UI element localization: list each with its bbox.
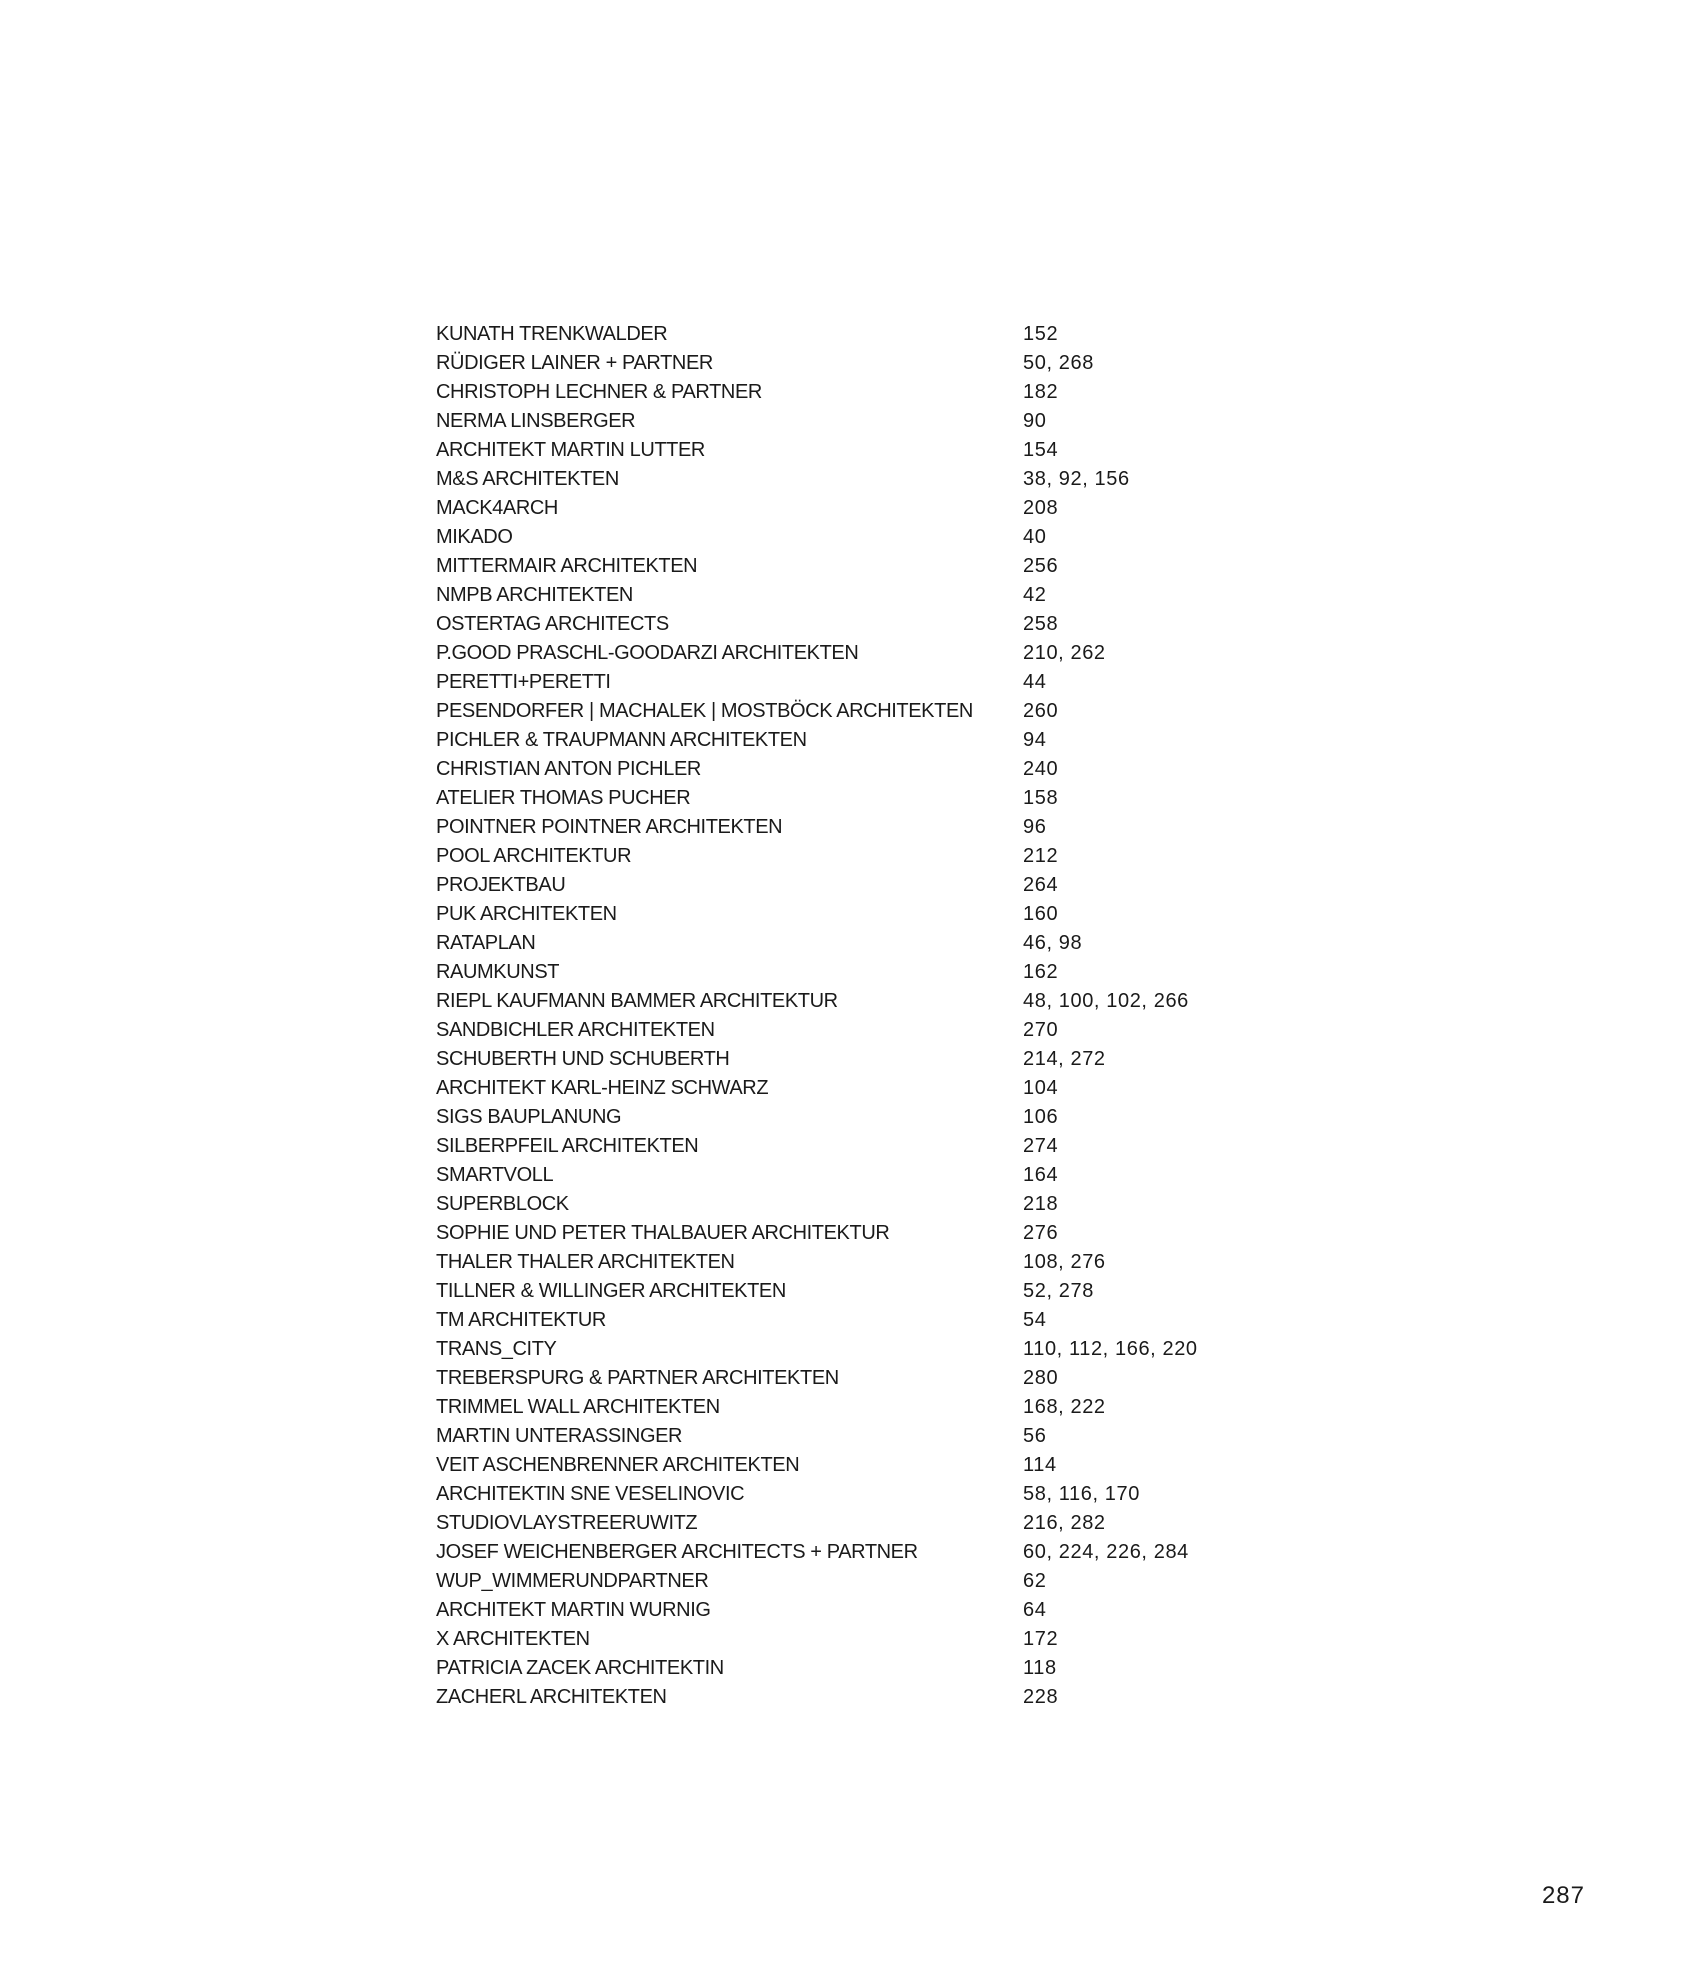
- index-entry-name: SIGS BAUPLANUNG: [436, 1106, 622, 1128]
- index-entry-pages: 110, 112, 166, 220: [1023, 1338, 1198, 1360]
- index-entry-pages: 280: [1023, 1367, 1059, 1389]
- index-entry: [436, 1335, 1336, 1364]
- index-entry-name: RAUMKUNST: [436, 961, 560, 983]
- index-entry-pages: 44: [1023, 671, 1047, 693]
- index-entry-pages: 118: [1023, 1657, 1057, 1679]
- index-entry-name: PROJEKTBAU: [436, 874, 566, 896]
- index-entry-pages: 62: [1023, 1570, 1047, 1592]
- index-entry-pages: 64: [1023, 1599, 1047, 1621]
- index-entry-pages: 114: [1023, 1454, 1057, 1476]
- index-entry: [436, 1393, 1336, 1422]
- index-entry-name: RÜDIGER LAINER + PARTNER: [436, 352, 713, 374]
- index-entry-name: SCHUBERTH UND SCHUBERTH: [436, 1048, 730, 1070]
- index-entry-pages: 94: [1023, 729, 1047, 751]
- index-entry-name: VEIT ASCHENBRENNER ARCHITEKTEN: [436, 1454, 800, 1476]
- index-entry-name: SANDBICHLER ARCHITEKTEN: [436, 1019, 715, 1041]
- index-entry-name: RIEPL KAUFMANN BAMMER ARCHITEKTUR: [436, 990, 838, 1012]
- index-entry-pages: 108, 276: [1023, 1251, 1106, 1273]
- index-entry: [436, 1219, 1336, 1248]
- index-entry-name: PATRICIA ZACEK ARCHITEKTIN: [436, 1657, 724, 1679]
- index-entry-pages: 50, 268: [1023, 352, 1094, 374]
- index-entry-name: PUK ARCHITEKTEN: [436, 903, 617, 925]
- index-entry: [436, 465, 1336, 494]
- index-entry: [436, 349, 1336, 378]
- index-entry-pages: 218: [1023, 1193, 1059, 1215]
- index-entry-name: ZACHERL ARCHITEKTEN: [436, 1686, 667, 1708]
- index-entry-pages: 104: [1023, 1077, 1059, 1099]
- index-entry: [436, 668, 1336, 697]
- index-entry: [436, 407, 1336, 436]
- index-entry-name: X ARCHITEKTEN: [436, 1628, 590, 1650]
- index-entry: [436, 1625, 1336, 1654]
- index-entry: [436, 1045, 1336, 1074]
- index-entry: [436, 726, 1336, 755]
- index-entry-pages: 256: [1023, 555, 1059, 577]
- index-entry-name: PERETTI+PERETTI: [436, 671, 611, 693]
- index-entry: [436, 320, 1336, 349]
- index-entry-pages: 52, 278: [1023, 1280, 1094, 1302]
- index-entry-name: ARCHITEKT KARL-HEINZ SCHWARZ: [436, 1077, 769, 1099]
- index-entry: [436, 1074, 1336, 1103]
- index-entry-pages: 158: [1023, 787, 1059, 809]
- index-entry-name: TREBERSPURG & PARTNER ARCHITEKTEN: [436, 1367, 839, 1389]
- index-entry-name: NERMA LINSBERGER: [436, 410, 636, 432]
- index-entry-pages: 152: [1023, 323, 1059, 345]
- index-entry: [436, 1161, 1336, 1190]
- index-entry-pages: 58, 116, 170: [1023, 1483, 1140, 1505]
- index-entry-name: WUP_WIMMERUNDPARTNER: [436, 1570, 709, 1592]
- index-entry-name: PESENDORFER | MACHALEK | MOSTBÖCK ARCHITEKTEN: [436, 700, 973, 722]
- index-entry: [436, 581, 1336, 610]
- index-entry-pages: 54: [1023, 1309, 1047, 1331]
- index-entry-pages: 60, 224, 226, 284: [1023, 1541, 1189, 1563]
- page-number: 287: [1541, 1882, 1585, 1909]
- index-entry-pages: 208: [1023, 497, 1059, 519]
- index-entry: [436, 1567, 1336, 1596]
- index-entry-pages: 276: [1023, 1222, 1059, 1244]
- index-entry: [436, 1364, 1336, 1393]
- index-entry: [436, 929, 1336, 958]
- index-entry-name: THALER THALER ARCHITEKTEN: [436, 1251, 735, 1273]
- index-entry: [436, 639, 1336, 668]
- index-entry: [436, 378, 1336, 407]
- index-entry-name: MACK4ARCH: [436, 497, 558, 519]
- index-entry: [436, 987, 1336, 1016]
- index-entry-name: TRIMMEL WALL ARCHITEKTEN: [436, 1396, 720, 1418]
- index-entry: [436, 1422, 1336, 1451]
- index-entry: [436, 610, 1336, 639]
- index-entry-name: POINTNER POINTNER ARCHITEKTEN: [436, 816, 783, 838]
- index-entry-name: ATELIER THOMAS PUCHER: [436, 787, 691, 809]
- index-entry-pages: 216, 282: [1023, 1512, 1106, 1534]
- index-entry: [436, 1132, 1336, 1161]
- index-entry-pages: 160: [1023, 903, 1059, 925]
- index-entry-name: SUPERBLOCK: [436, 1193, 569, 1215]
- index-entry: [436, 1306, 1336, 1335]
- index-entry-name: ARCHITEKTIN SNE VESELINOVIC: [436, 1483, 745, 1505]
- index-entry-name: TILLNER & WILLINGER ARCHITEKTEN: [436, 1280, 786, 1302]
- index-entry-pages: 260: [1023, 700, 1059, 722]
- index-entry-pages: 164: [1023, 1164, 1059, 1186]
- index-entry: [436, 755, 1336, 784]
- index-entry-pages: 96: [1023, 816, 1047, 838]
- index-entry: [436, 842, 1336, 871]
- index-entry-name: KUNATH TRENKWALDER: [436, 323, 668, 345]
- index-entry-pages: 210, 262: [1023, 642, 1106, 664]
- index-entry-name: SILBERPFEIL ARCHITEKTEN: [436, 1135, 699, 1157]
- index-entry: [436, 1277, 1336, 1306]
- index-entry: [436, 813, 1336, 842]
- index-entry: [436, 1480, 1336, 1509]
- index-entry-name: ARCHITEKT MARTIN WURNIG: [436, 1599, 711, 1621]
- index-entry: [436, 697, 1336, 726]
- index-entry-pages: 46, 98: [1023, 932, 1083, 954]
- index-entry-name: P.GOOD PRASCHL-GOODARZI ARCHITEKTEN: [436, 642, 859, 664]
- index-entry-pages: 182: [1023, 381, 1059, 403]
- index-entry-pages: 38, 92, 156: [1023, 468, 1130, 490]
- index-entry-pages: 106: [1023, 1106, 1059, 1128]
- index-entry-pages: 212: [1023, 845, 1059, 867]
- index-entry: [436, 1016, 1336, 1045]
- index-entry-pages: 42: [1023, 584, 1047, 606]
- index-entry: [436, 784, 1336, 813]
- index-entry-pages: 228: [1023, 1686, 1059, 1708]
- index-entry: [436, 1683, 1336, 1712]
- index-entry-name: TRANS_CITY: [436, 1338, 557, 1360]
- index-entry: [436, 871, 1336, 900]
- index-entry: [436, 1451, 1336, 1480]
- index-entry-name: CHRISTIAN ANTON PICHLER: [436, 758, 701, 780]
- index-entry-pages: 48, 100, 102, 266: [1023, 990, 1189, 1012]
- index-entry-pages: 162: [1023, 961, 1059, 983]
- index-entry: [436, 1248, 1336, 1277]
- index-entry-pages: 172: [1023, 1628, 1059, 1650]
- index-entry-pages: 258: [1023, 613, 1059, 635]
- index-entry-pages: 214, 272: [1023, 1048, 1106, 1070]
- index-entry: [436, 900, 1336, 929]
- index-entry-pages: 264: [1023, 874, 1059, 896]
- index-entry-name: RATAPLAN: [436, 932, 536, 954]
- index-entry-pages: 40: [1023, 526, 1047, 548]
- index-entry-pages: 270: [1023, 1019, 1059, 1041]
- index-entry: [436, 1538, 1336, 1567]
- index-entry-pages: 274: [1023, 1135, 1059, 1157]
- index-entry-name: ARCHITEKT MARTIN LUTTER: [436, 439, 705, 461]
- index-entry: [436, 552, 1336, 581]
- index-entry-name: CHRISTOPH LECHNER & PARTNER: [436, 381, 762, 403]
- index-entry: [436, 1654, 1336, 1683]
- index-entry-name: M&S ARCHITEKTEN: [436, 468, 619, 490]
- index-entry: [436, 1103, 1336, 1132]
- index-entry: [436, 958, 1336, 987]
- index-entry-name: PICHLER & TRAUPMANN ARCHITEKTEN: [436, 729, 807, 751]
- index-entry-pages: 56: [1023, 1425, 1047, 1447]
- index-entry-name: TM ARCHITEKTUR: [436, 1309, 606, 1331]
- index-entry: [436, 494, 1336, 523]
- index-entry-name: STUDIOVLAYSTREERUWITZ: [436, 1512, 698, 1534]
- index-entry-name: SOPHIE UND PETER THALBAUER ARCHITEKTUR: [436, 1222, 890, 1244]
- index-entry-name: NMPB ARCHITEKTEN: [436, 584, 633, 606]
- index-entry-name: MARTIN UNTERASSINGER: [436, 1425, 683, 1447]
- index-entry-name: MIKADO: [436, 526, 513, 548]
- index-entry-name: JOSEF WEICHENBERGER ARCHITECTS + PARTNER: [436, 1541, 918, 1563]
- index-entry-name: MITTERMAIR ARCHITEKTEN: [436, 555, 698, 577]
- index-entry-name: OSTERTAG ARCHITECTS: [436, 613, 669, 635]
- index-entry: [436, 1596, 1336, 1625]
- index-entry-pages: 154: [1023, 439, 1059, 461]
- architect-index-list: [436, 320, 1336, 1712]
- index-entry: [436, 1509, 1336, 1538]
- index-entry-pages: 240: [1023, 758, 1059, 780]
- index-entry-name: SMARTVOLL: [436, 1164, 554, 1186]
- index-entry-name: POOL ARCHITEKTUR: [436, 845, 632, 867]
- index-entry: [436, 1190, 1336, 1219]
- index-entry-pages: 168, 222: [1023, 1396, 1106, 1418]
- index-entry: [436, 523, 1336, 552]
- index-entry: [436, 436, 1336, 465]
- index-entry-pages: 90: [1023, 410, 1047, 432]
